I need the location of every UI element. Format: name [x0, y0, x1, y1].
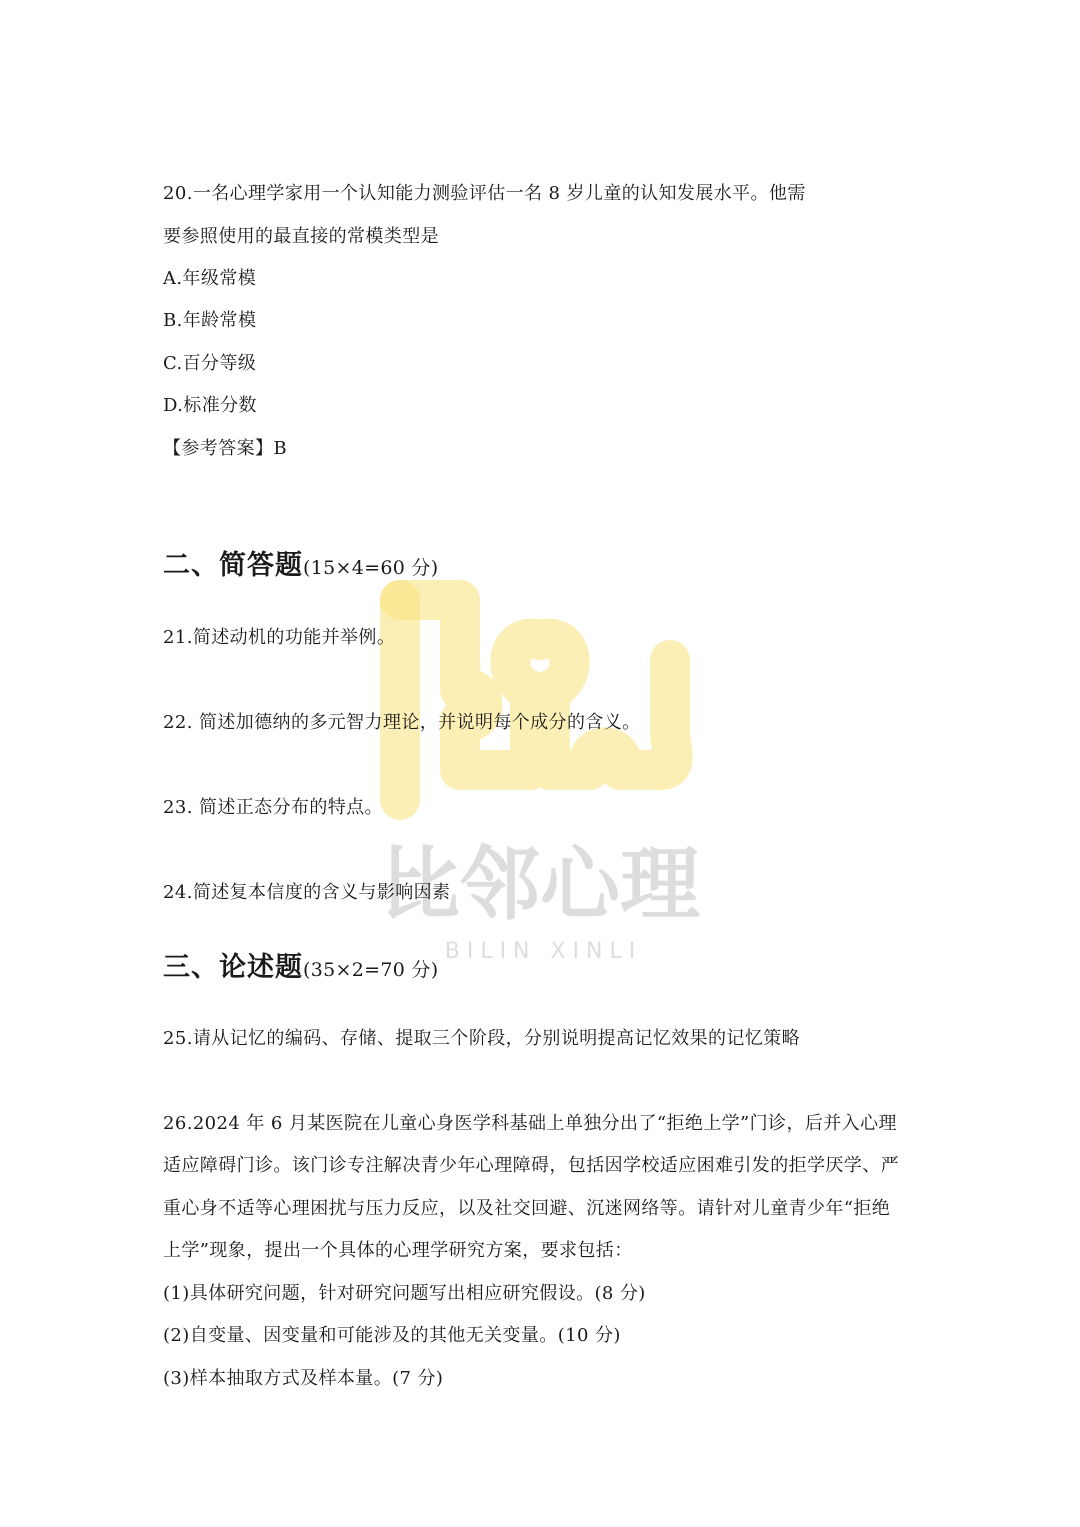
q20-answer: 【参考答案】B: [163, 438, 288, 459]
section2-heading: [163, 548, 438, 587]
q26-line3: 重心身不适等心理困扰与压力反应，以及社交回避、沉迷网络等。请针对儿童青少年“拒绝: [163, 1198, 891, 1219]
watermark-text-cn: 比邻心理: [380, 838, 700, 931]
q20-option-c: C.百分等级: [163, 353, 257, 374]
section3-score: (35×2=70 分): [303, 959, 439, 981]
q26-line4: 上学”现象，提出一个具体的心理学研究方案，要求包括：: [163, 1240, 633, 1261]
section3-title: 三、论述题: [163, 952, 303, 983]
section2-score: (15×4=60 分): [303, 557, 439, 579]
q26-item1: (1)具体研究问题，针对研究问题写出相应研究假设。(8 分): [163, 1283, 646, 1304]
q26-item3: (3)样本抽取方式及样本量。(7 分): [163, 1368, 444, 1389]
q21: 21.简述动机的功能并举例。: [163, 627, 396, 648]
q20-option-d: D.标准分数: [163, 395, 257, 416]
section3-heading: [163, 950, 438, 989]
q26-item2: (2)自变量、因变量和可能涉及的其他无关变量。(10 分): [163, 1325, 621, 1346]
q23: 23. 简述正态分布的特点。: [163, 797, 383, 818]
q20-option-a: A.年级常模: [163, 268, 257, 289]
q22: 22. 简述加德纳的多元智力理论，并说明每个成分的含义。: [163, 712, 641, 733]
watermark-logo: [340, 570, 740, 970]
q20-option-b: B.年龄常模: [163, 310, 257, 331]
watermark-text-en: B I L I N X I N L I: [444, 939, 636, 964]
puzzle-logo-icon: [400, 600, 673, 800]
q24: 24.简述复本信度的含义与影响因素: [163, 882, 451, 903]
q25: 25.请从记忆的编码、存储、提取三个阶段，分别说明提高记忆效果的记忆策略: [163, 1028, 801, 1049]
q20-stem-line1: 20.一名心理学家用一个认知能力测验评估一名 8 岁儿童的认知发展水平。他需: [163, 183, 806, 204]
q20-stem-line2: 要参照使用的最直接的常模类型是: [163, 226, 439, 247]
q26-line2: 适应障碍门诊。该门诊专注解决青少年心理障碍，包括因学校适应困难引发的拒学厌学、严: [163, 1155, 899, 1176]
q26-line1: 26.2024 年 6 月某医院在儿童心身医学科基础上单独分出了“拒绝上学”门诊，后并入心理: [163, 1113, 897, 1134]
section2-title: 二、简答题: [163, 550, 303, 581]
